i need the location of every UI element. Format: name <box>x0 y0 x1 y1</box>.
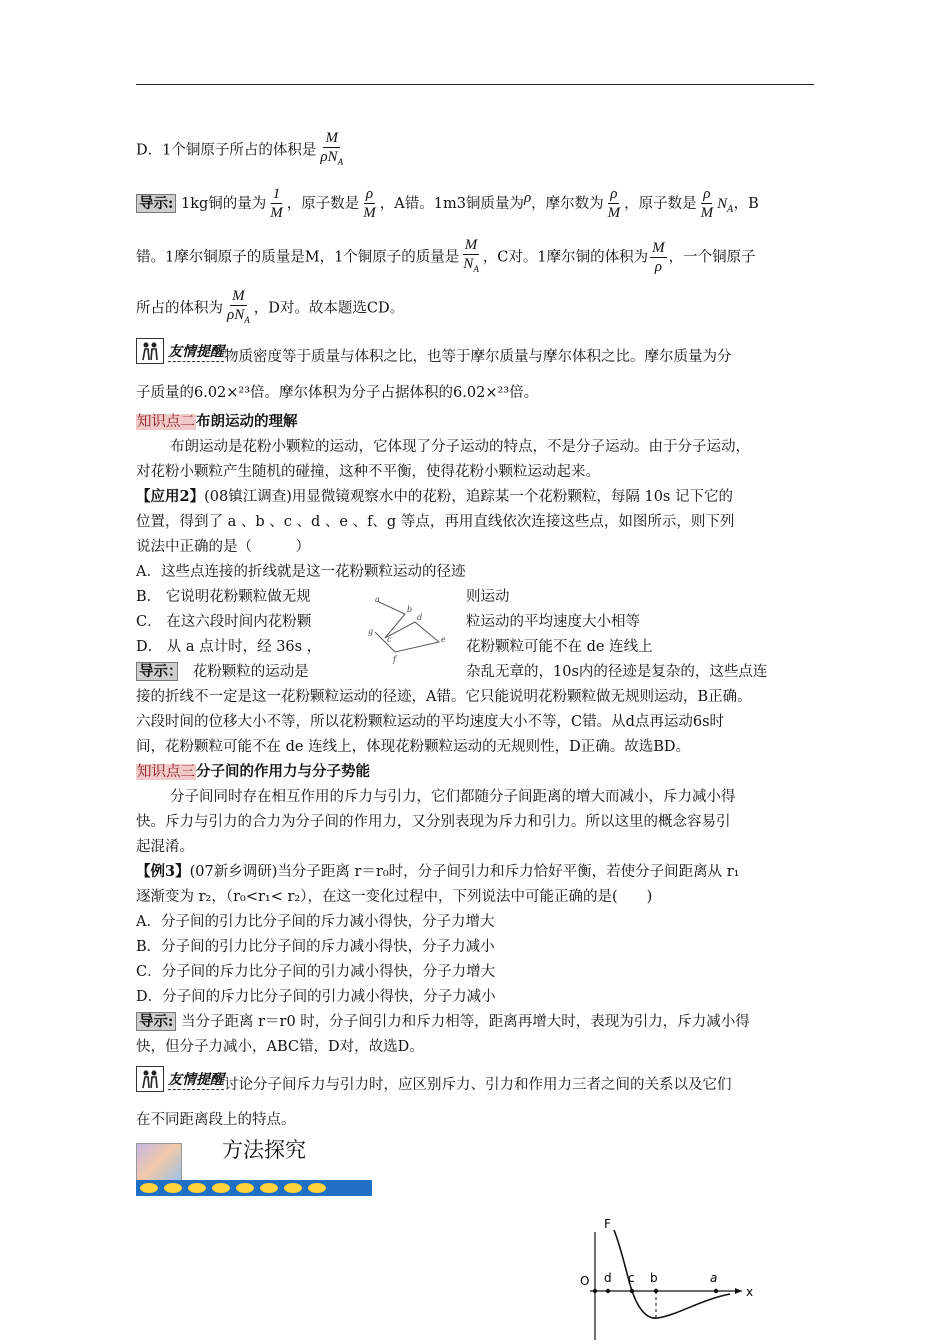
ex3-option-a: A．分子间的引力比分子间的斥力减小得快，分子力增大 <box>136 914 495 930</box>
ex3-option-b: B．分子间的引力比分子间的斥力减小得快，分子力减小 <box>136 939 495 955</box>
path-label-f: f <box>393 655 396 664</box>
method-title: 方法探究 <box>222 1138 306 1162</box>
option-d-line: D．1个铜原子所占的体积是 $\frac{M}{\rho N_A}$ <box>136 130 347 171</box>
path-label-c: c <box>387 635 392 644</box>
sun-icon <box>236 1183 254 1193</box>
app2-option-c-left: C． 在这六段时间内花粉颗 <box>136 614 312 630</box>
sun-icon <box>164 1183 182 1193</box>
app2-option-b-left: B． 它说明花粉颗粒做无规 <box>136 589 311 605</box>
guide1-line3: 所占的体积为 $\frac{M}{\rho N_A}$ ，D对。故本题选CD。 <box>136 288 405 325</box>
path-label-e: e <box>441 635 446 644</box>
header-rule <box>136 84 814 85</box>
kp3-body-3: 起混淆。 <box>136 839 194 855</box>
sun-icon <box>260 1183 278 1193</box>
ex3-line1: 【例3】(07新乡调研)当分子距离 r＝r₀时，分子间引力和斥力恰好平衡，若使分子间距离从 r₁ <box>136 863 740 880</box>
sun-icon <box>284 1183 302 1193</box>
kp3-body-1: 分子间同时存在相互作用的斥力与引力，它们都随分子间距离的增大而减小，斥力减小得 <box>170 789 736 805</box>
app2-line3: 说法中正确的是（ ） <box>136 539 310 555</box>
decorative-bar <box>136 1180 372 1196</box>
guide2-line1-left: 导示： 花粉颗粒的运动是 <box>136 660 309 681</box>
sun-icon <box>212 1183 230 1193</box>
app2-line1: 【应用2】(08镇江调查)用显微镜观察水中的花粉，追踪某一个花粉颗粒，每隔 10s 记下它的 <box>136 488 733 505</box>
kp3-body-2: 快。斥力与引力的合力为分子间的作用力，又分别表现为斥力和引力。所以这里的概念容易引 <box>136 814 731 830</box>
sun-icon <box>140 1183 158 1193</box>
family-icon <box>136 1066 164 1092</box>
path-label-g: g <box>368 627 374 636</box>
guide-tag: 导示: <box>136 1012 176 1031</box>
point-b-label: b <box>650 1271 658 1285</box>
guide2-line2: 接的折线不一定是这一花粉颗粒运动的径迹，A错。它只能说明花粉颗粒做无规则运动，B正确。 <box>136 689 752 705</box>
app2-option-c-right: 粒运动的平均速度大小相等 <box>466 614 640 630</box>
sun-icon <box>188 1183 206 1193</box>
guide2-line1-right: 杂乱无章的，10s内的径迹是复杂的，这些点连 <box>466 664 768 680</box>
ex3-option-c: C．分子间的斥力比分子间的引力减小得快，分子力增大 <box>136 964 496 980</box>
kp3-heading: 知识点三分子间的作用力与分子势能 <box>137 763 370 780</box>
app2-option-d-left: D． 从 a 点计时，经 36s ， <box>136 639 322 655</box>
kp2-body-1: 布朗运动是花粉小颗粒的运动，它体现了分子运动的特点，不是分子运动。由于分子运动， <box>170 439 750 455</box>
app2-option-d-right: 花粉颗粒可能不在 de 连线上 <box>466 639 653 655</box>
brownian-path-figure <box>365 592 455 664</box>
point-c-label: c <box>628 1271 635 1285</box>
ex3-line2: 逐渐变为 r₂，（r₀<r₁< r₂），在这一变化过程中，下列说法中可能正确的是( ) <box>136 889 653 905</box>
guide2-line4: 间，花粉颗粒可能不在 de 连线上，体现花粉颗粒运动的无规则性，D正确。故选BD。 <box>136 739 690 755</box>
guide-tag: 导示: <box>136 194 176 213</box>
guide-tag: 导示： <box>136 662 178 681</box>
remind1-line2: 子质量的6.02×²³倍。摩尔体积为分子占据体积的6.02×²³倍。 <box>136 385 539 401</box>
path-label-a: a <box>375 595 380 604</box>
kp2-body-2: 对花粉小颗粒产生随机的碰撞，这种不平衡，使得花粉小颗粒运动起来。 <box>136 464 600 480</box>
guide1-line2: 错。1摩尔铜原子的质量是M，1个铜原子的质量是 $\frac{M}{N_A}$ ，C对。1摩尔铜的体积为 $\frac{M}{\rho}$ ，一个铜原子 <box>136 237 756 275</box>
guide1-line1: 导示: 1kg铜的量为 $\frac{1}{M}$ ，原子数是 $\frac{\rho}{M}$ ，A错。1m3铜质量为ρ，摩尔数为 $\frac{\rho}{M}$ ，原子数是 $\frac{\rho}{M}$ $N_A$，B <box>136 186 759 222</box>
guide3-line2: 快，但分子力减小，ABC错，D对，故选D。 <box>136 1039 424 1055</box>
guide2-line3: 六段时间的位移大小不等，所以花粉颗粒运动的平均速度大小不等，C错。从d点再运动6s时 <box>136 714 725 730</box>
remind2-line2: 在不同距离段上的特点。 <box>136 1112 296 1128</box>
kp2-heading: 知识点二布朗运动的理解 <box>137 413 298 430</box>
origin-label: O <box>580 1274 590 1288</box>
remind2: 友情提醒 讨论分子间斥力与引力时，应区别斥力、引力和作用力三者之间的关系以及它们 <box>136 1066 732 1094</box>
remind1: 友情提醒 物质密度等于质量与体积之比，也等于摩尔质量与摩尔体积之比。摩尔质量为分 <box>136 338 732 366</box>
point-a-label: a <box>710 1271 718 1285</box>
f-axis-label: F <box>604 1217 611 1231</box>
section-illustration <box>136 1143 182 1181</box>
x-axis-label: x <box>746 1285 754 1299</box>
family-icon <box>136 338 164 364</box>
sun-icon <box>308 1183 326 1193</box>
app2-option-a: A．这些点连接的折线就是这一花粉颗粒运动的径迹 <box>136 564 466 580</box>
ex3-option-d: D．分子间的斥力比分子间的引力减小得快，分子力减小 <box>136 989 496 1005</box>
app2-line2: 位置，得到了 a 、b 、c 、d 、e 、f、g 等点，再用直线依次连接这些点，如图所示，则下列 <box>136 514 735 530</box>
app2-option-b-right: 则运动 <box>466 589 510 605</box>
fraction-m-over-rho-na: $\frac{M}{\rho N_A}$ <box>320 130 344 167</box>
guide3-line1: 导示: 当分子距离 r＝r0 时，分子间引力和斥力相等，距离再增大时，表现为引力，斥力减小得 <box>136 1010 750 1031</box>
point-d-label: d <box>604 1271 612 1285</box>
path-label-b: b <box>407 605 413 614</box>
path-label-d: d <box>417 613 423 622</box>
force-distance-graph <box>570 1210 770 1344</box>
